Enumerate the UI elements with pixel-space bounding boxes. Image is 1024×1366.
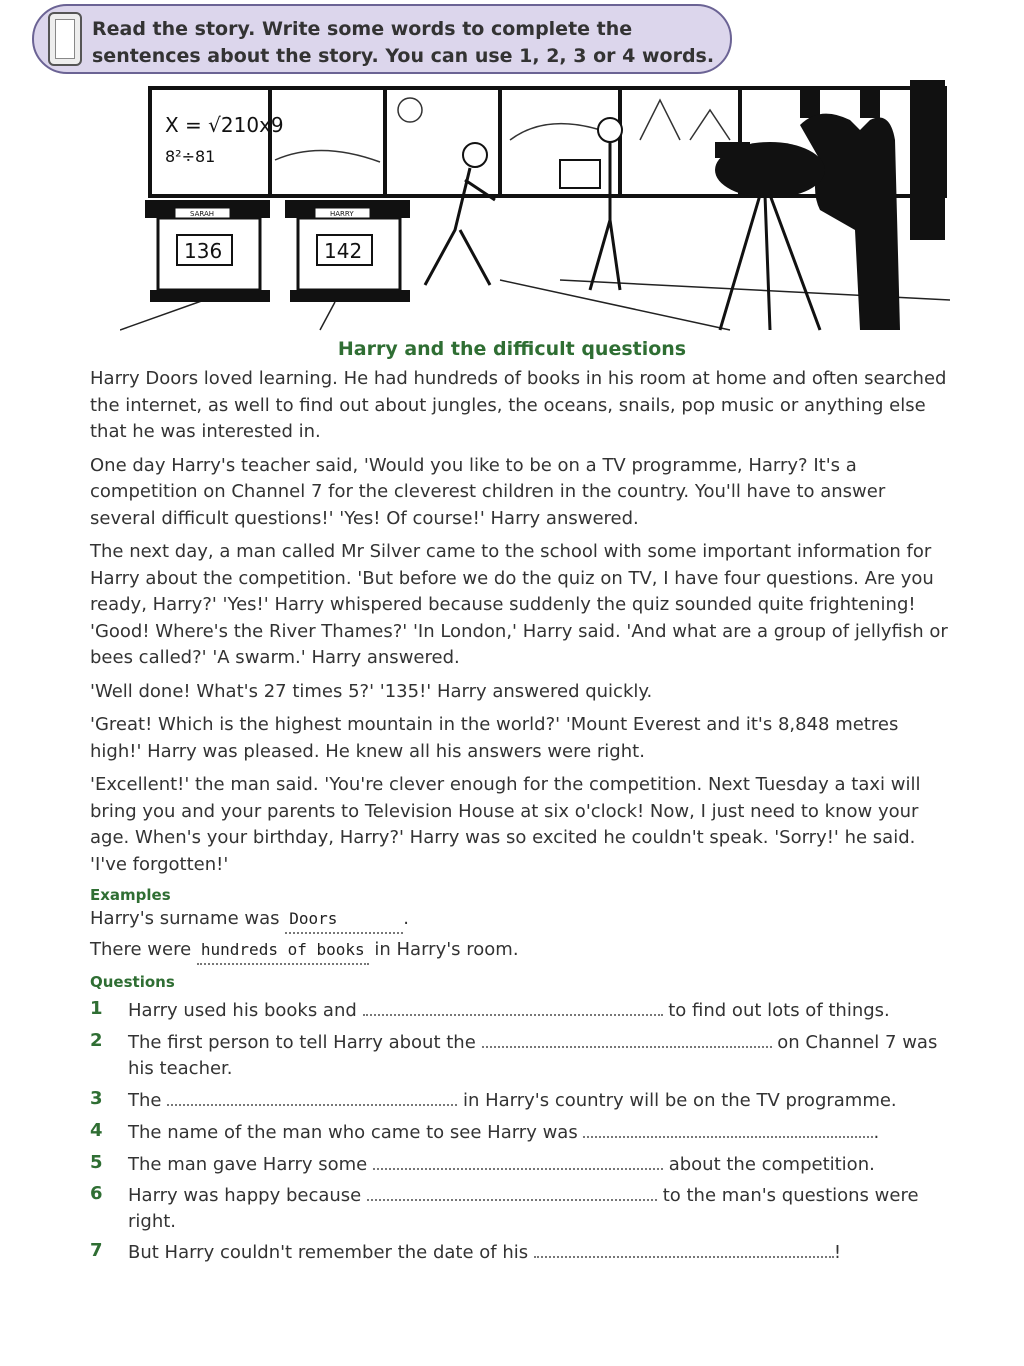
- story-paragraph: Harry Doors loved learning. He had hundreds of books in his room at home and often searched the internet, as well to find out about jungles, the oceans, snails, pop music or anything else that he was interested in.: [90, 368, 947, 442]
- name-plate-right: HARRY: [330, 210, 354, 218]
- example-1-after: .: [403, 908, 409, 929]
- score-left: 136: [184, 239, 223, 263]
- question-text: Harry was happy because: [128, 1185, 362, 1206]
- story-paragraph: 'Great! Which is the highest mountain in the world?' 'Mount Everest and it's 8,848 metres high!' Harry was pleased. He knew all his answers were right.: [90, 714, 899, 762]
- instruction-text: Read the story. Write some words to complete the sentences about the story. You can use 1, 2, 3 or 4 words.: [92, 18, 715, 67]
- answer-blank[interactable]: [583, 1118, 873, 1138]
- question-text: about the competition.: [668, 1154, 875, 1175]
- question-number: 4: [90, 1120, 103, 1141]
- example-1-before: Harry's surname was: [90, 908, 280, 929]
- story-title: Harry and the difficult questions: [337, 338, 687, 360]
- question-text: The: [128, 1090, 162, 1111]
- story-paragraph: One day Harry's teacher said, 'Would you like to be on a TV programme, Harry? It's a competition on Channel 7 for the cleverest children in the country. You'll have to answer several difficult questions!' 'Yes! Of course!' Harry answered.: [90, 454, 886, 529]
- example-2-after: in Harry's room.: [374, 939, 519, 960]
- question-text: Harry used his books and: [128, 1000, 357, 1021]
- question-text: The first person to tell Harry about the: [128, 1032, 476, 1053]
- question-number: 3: [90, 1088, 103, 1109]
- question-text: The man gave Harry some: [128, 1154, 368, 1175]
- answer-blank[interactable]: [367, 1181, 657, 1201]
- question-number: 7: [90, 1240, 103, 1261]
- question-text: to the man's questions were right.: [128, 1185, 919, 1232]
- question-text: .: [873, 1122, 880, 1143]
- answer-blank[interactable]: [534, 1238, 834, 1258]
- question-number: 5: [90, 1152, 103, 1173]
- story-body: [90, 366, 950, 885]
- answer-blank[interactable]: [167, 1086, 457, 1106]
- question-text: !: [833, 1242, 842, 1263]
- answer-blank[interactable]: [373, 1150, 663, 1170]
- quiz-show-illustration: [120, 80, 950, 335]
- example-2-before: There were: [90, 939, 192, 960]
- equation-text-2: 8²÷81: [165, 147, 216, 166]
- answer-blank[interactable]: [363, 996, 663, 1016]
- book-icon: [48, 12, 82, 66]
- example-1-answer: Doors: [285, 906, 403, 934]
- question-number: 2: [90, 1030, 103, 1051]
- questions-heading: Questions: [90, 973, 175, 991]
- question-text: to find out lots of things.: [668, 1000, 890, 1021]
- instruction-banner: [32, 4, 732, 74]
- answer-blank[interactable]: [482, 1028, 772, 1048]
- question-text: on Channel 7 was his teacher.: [128, 1032, 938, 1079]
- question-number: 6: [90, 1183, 103, 1204]
- question-text: The name of the man who came to see Harry was: [128, 1122, 578, 1143]
- story-paragraph: The next day, a man called Mr Silver came to the school with some important information for Harry about the competition. 'But before we do the quiz on TV, I have four questions. Are you ready, Harry?' 'Yes!' Harry whispered because suddenly the quiz sounded quite frightening! 'Good! Where's the River Thames?' 'In London,' Harry said. 'And what are a group of jellyfish or bees called?' 'A swarm.' Harry answered.: [90, 541, 948, 668]
- story-paragraph: 'Excellent!' the man said. 'You're clever enough for the competition. Next Tuesday a taxi will bring you and your parents to Television House at six o'clock! Now, I just need to know your age. When's your birthday, Harry?' Harry was so excited he couldn't speak. 'Sorry!' he said. 'I've forgotten!': [90, 774, 921, 875]
- examples-heading: Examples: [90, 886, 171, 904]
- example-2-answer: hundreds of books: [197, 937, 369, 965]
- question-text: in Harry's country will be on the TV programme.: [462, 1090, 897, 1111]
- question-number: 1: [90, 998, 103, 1019]
- example-2: [90, 937, 960, 965]
- score-right: 142: [324, 239, 363, 263]
- example-1: [90, 906, 960, 934]
- story-paragraph: 'Well done! What's 27 times 5?' '135!' Harry answered quickly.: [90, 680, 653, 702]
- name-plate-left: SARAH: [190, 210, 214, 218]
- question-text: But Harry couldn't remember the date of his: [128, 1242, 529, 1263]
- equation-text: X = √210x9: [165, 113, 284, 137]
